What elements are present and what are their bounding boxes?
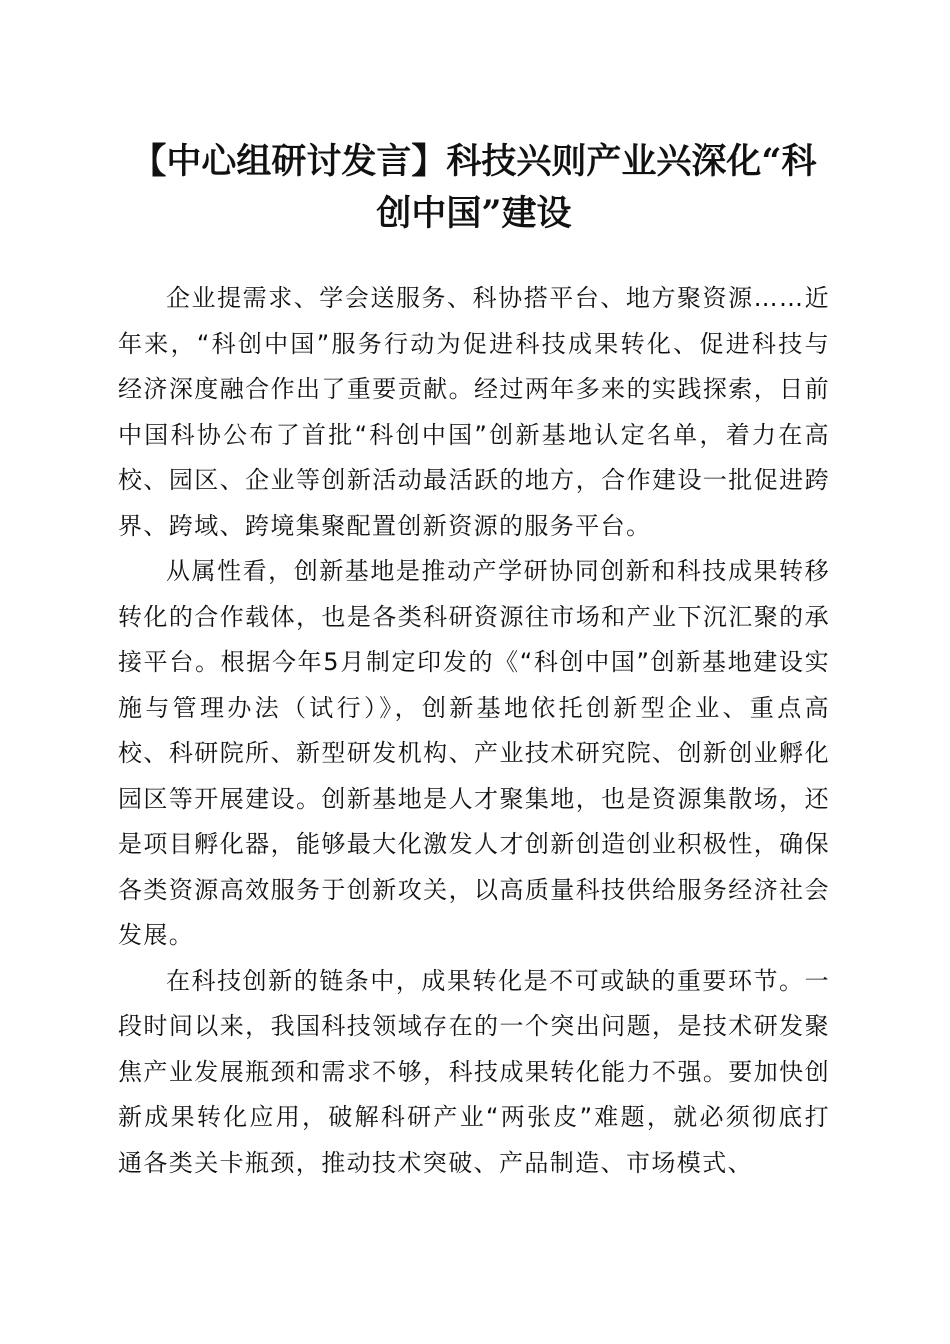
paragraph-1: 企业提需求、学会送服务、科协搭平台、地方聚资源……近年来，“科创中国”服务行动为促进科技成果转化、促进科技与经济深度融合作出了重要贡献。经过两年多来的实践探索，日前中国科协公布了首批“科创中国”创新基地认定名单，着力在高校、园区、企业等创新活动最活跃的地方，合作建设一批促进跨界、跨域、跨境集聚配置创新资源的服务平台。 bbox=[118, 284, 830, 540]
paragraph-2: 从属性看，创新基地是推动产学研协同创新和科技成果转移转化的合作载体，也是各类科研资源往市场和产业下沉汇聚的承接平台。根据今年5月制定印发的《“科创中国”创新基地建设实施与管理办法（试行）》，创新基地依托创新型企业、重点高校、科研院所、新型研发机构、产业技术研究院、创新创业孵化园区等开展建设。创新基地是人才聚集地，也是资源集散场，还是项目孵化器，能够最大化激发人才创新创造创业积极性，确保各类资源高效服务于创新攻关，以高质量科技供给服务经济社会发展。 bbox=[118, 557, 830, 949]
document-body bbox=[118, 276, 830, 1186]
paragraph-3: 在科技创新的链条中，成果转化是不可或缺的重要环节。一段时间以来，我国科技领域存在的一个突出问题，是技术研发聚焦产业发展瓶颈和需求不够，科技成果转化能力不强。要加快创新成果转化应用，破解科研产业“两张皮”难题，就必须彻底打通各类关卡瓶颈，推动技术突破、产品制造、市场模式、 bbox=[118, 966, 830, 1177]
document-title: 【中心组研讨发言】科技兴则产业兴深化“科创中国”建设 bbox=[131, 141, 817, 234]
